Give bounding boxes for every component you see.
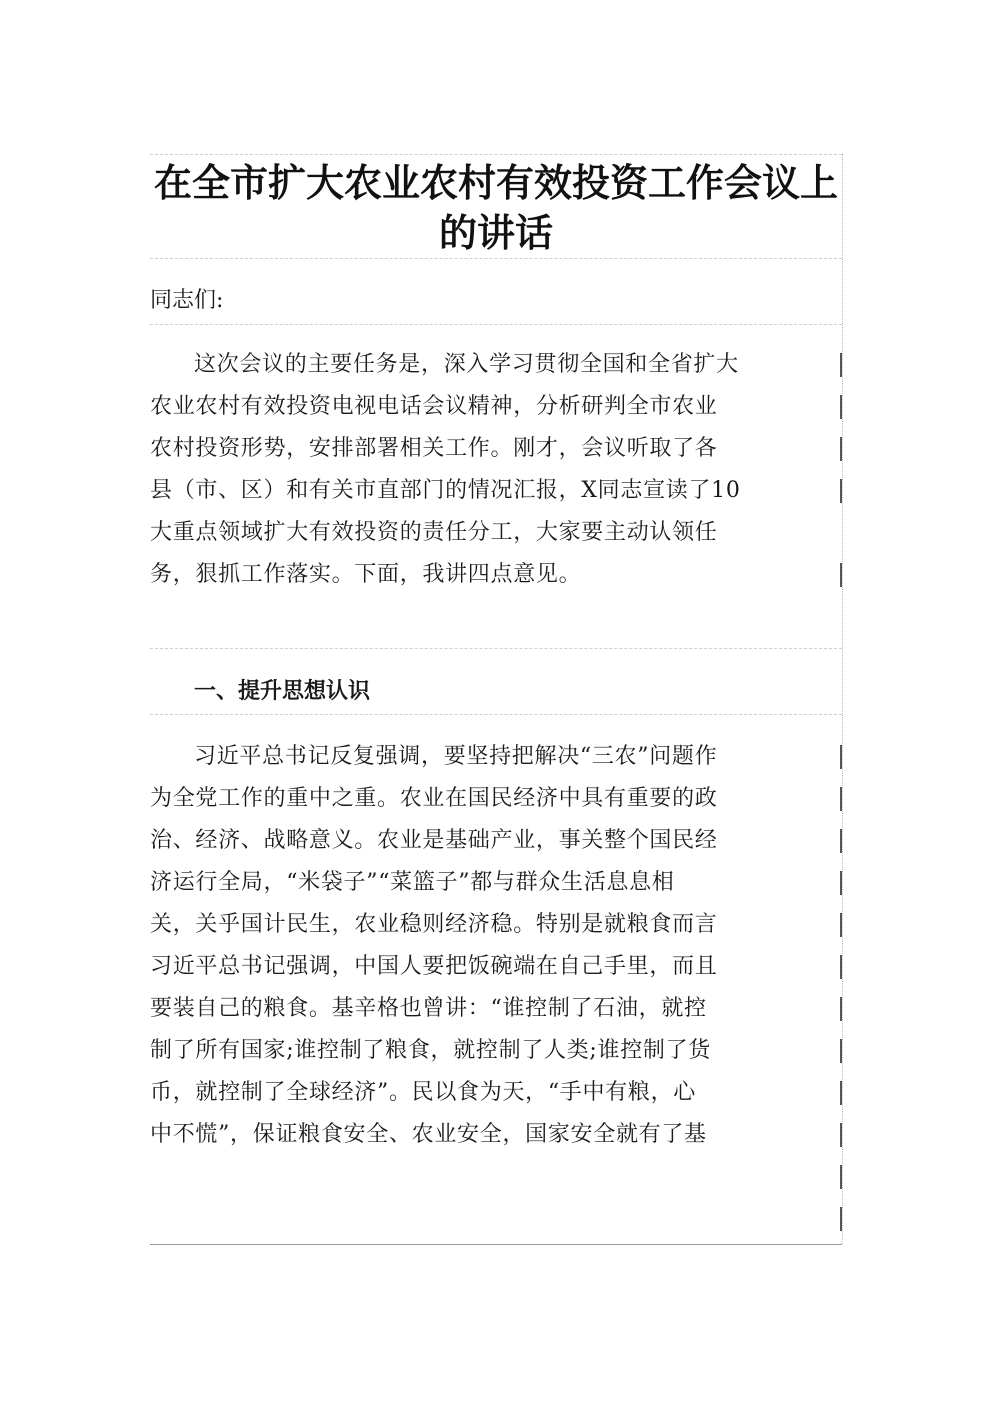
line-end-marker	[840, 1207, 842, 1231]
line-end-marker	[840, 955, 842, 979]
page-bottom-rule	[150, 1244, 842, 1245]
paragraph-2	[150, 736, 842, 1156]
title-line-2: 的讲话	[438, 210, 553, 255]
line-end-marker	[840, 395, 842, 419]
paragraph-2-line: 治、经济、战略意义。农业是基础产业，事关整个国民经	[150, 828, 718, 853]
paragraph-1-line: 农村投资形势，安排部署相关工作。刚才，会议听取了各	[150, 436, 718, 461]
paragraph-1-line: 大重点领域扩大有效投资的责任分工，大家要主动认领任	[150, 520, 718, 545]
paragraph-1-line: 县（市、区）和有关市直部门的情况汇报，X同志宣读了10	[150, 478, 741, 503]
paragraph-2-line: 关，关乎国计民生，农业稳则经济稳。特别是就粮食而言	[150, 912, 718, 937]
line-end-marker	[840, 563, 842, 587]
paragraph-2-line: 济运行全局，“米袋子”“菜篮子”都与群众生活息息相	[150, 870, 675, 895]
paragraph-2-line: 中不慌”，保证粮食安全、农业安全，国家安全就有了基	[150, 1122, 707, 1147]
line-end-marker	[840, 913, 842, 937]
line-end-marker	[840, 787, 842, 811]
paragraph-2-line: 制了所有国家;谁控制了粮食，就控制了人类;谁控制了货	[150, 1038, 712, 1063]
right-margin-guide	[842, 154, 844, 1244]
paragraph-2-line: 币，就控制了全球经济”。民以食为天，“手中有粮，心	[150, 1080, 696, 1105]
line-end-marker	[840, 353, 842, 377]
paragraph-1-line: 务，狠抓工作落实。下面，我讲四点意见。	[150, 562, 582, 587]
paragraph-2-line: 要装自己的粮食。基辛格也曾讲：“谁控制了石油，就控	[150, 996, 707, 1021]
paragraph-1-line: 农业农村有效投资电视电话会议精神，分析研判全市农业	[150, 394, 718, 419]
line-end-marker	[840, 1123, 842, 1147]
line-end-marker	[840, 437, 842, 461]
paragraph-2-line: 习近平总书记强调，中国人要把饭碗端在自己手里，而且	[150, 954, 718, 979]
paragraph-1	[150, 344, 842, 596]
line-end-marker	[840, 1039, 842, 1063]
paragraph-2-line: 习近平总书记反复强调，要坚持把解决“三农”问题作	[194, 744, 718, 769]
title-top-rule	[150, 154, 842, 155]
salutation-rule	[150, 324, 842, 325]
line-end-marker	[840, 1081, 842, 1105]
line-end-marker	[840, 997, 842, 1021]
line-end-marker	[840, 1165, 842, 1189]
paragraph-2-line: 为全党工作的重中之重。农业在国民经济中具有重要的政	[150, 786, 718, 811]
line-end-marker	[840, 829, 842, 853]
line-end-marker	[840, 745, 842, 769]
heading-rule	[150, 714, 842, 715]
line-end-marker	[840, 479, 842, 503]
title-bottom-rule	[150, 258, 842, 259]
document-title	[150, 158, 842, 258]
paragraph-1-line: 这次会议的主要任务是，深入学习贯彻全国和全省扩大	[194, 352, 739, 377]
title-line-1: 在全市扩大农业农村有效投资工作会议上	[153, 160, 838, 205]
salutation: 同志们:	[150, 288, 224, 313]
paragraph-1-rule	[150, 648, 842, 649]
section-1-heading: 一、提升思想认识	[194, 678, 371, 704]
line-end-marker	[840, 871, 842, 895]
